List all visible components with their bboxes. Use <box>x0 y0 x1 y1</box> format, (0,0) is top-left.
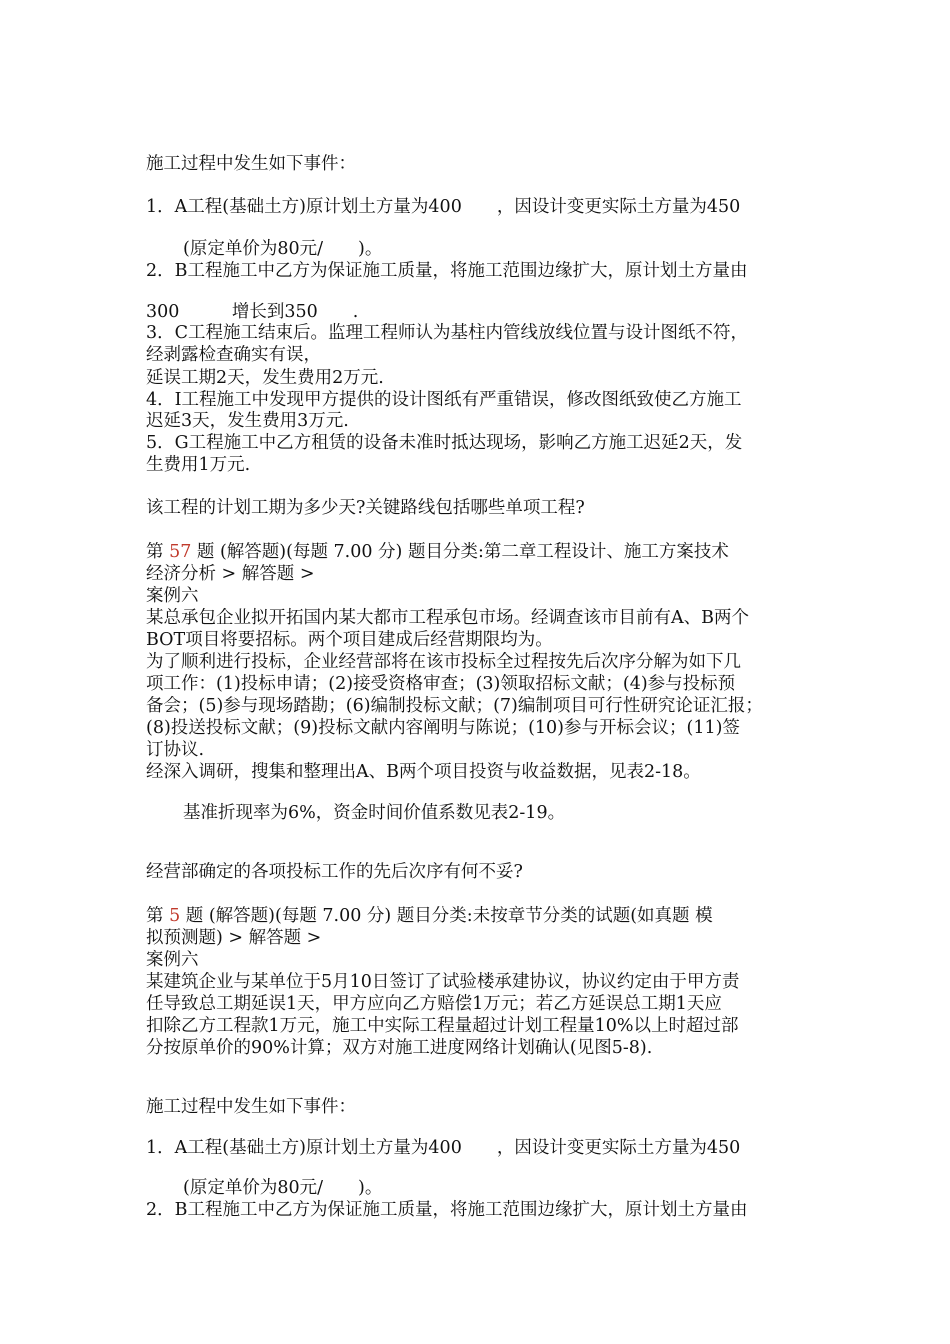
paragraph-1-line-3: 扣除乙方工程款1万元，施工中实际工程量超过计划工程量10%以上时超过部 <box>146 1016 739 1036</box>
paragraph-2-line-5: 订协议. <box>146 740 205 760</box>
event-3-line-3: 延误工期2天，发生费用2万元. <box>146 368 384 388</box>
paragraph-3: 经深入调研，搜集和整理出A、B两个项目投资与收益数据，见表2-18。 <box>146 762 701 782</box>
question-number: 5 <box>169 906 181 926</box>
paragraph-1-line-1: 某总承包企业拟开拓国内某大都市工程承包市场。经调查该市目前有A、B两个 <box>146 608 749 628</box>
question-text: 经营部确定的各项投标工作的先后次序有何不妥? <box>146 862 523 882</box>
question-57-header-line-2: 经济分析 > 解答题 > <box>146 564 315 584</box>
event-1-line-2: (原定单价为80元/ )。 <box>183 1178 383 1198</box>
event-3-line-1: 3．C工程施工结束后。监理工程师认为基柱内管线放线位置与设计图纸不符， <box>146 323 749 343</box>
event-1-line-1: 1．A工程(基础土方)原计划土方量为400 ，因设计变更实际土方量为450 <box>146 197 741 217</box>
event-5-line-1: 5．G工程施工中乙方租赁的设备未准时抵达现场，影响乙方施工迟延2天，发 <box>146 433 743 453</box>
question-header-rest: 题 (解答题)(每题 7.00 分) 题目分类:第二章工程设计、施工方案技术 <box>191 542 729 562</box>
question-5-header <box>146 905 713 927</box>
event-1-line-2: (原定单价为80元/ )。 <box>183 239 383 259</box>
question-number: 57 <box>169 542 192 562</box>
paragraph-1-line-4: 分按原单价的90%计算；双方对施工进度网络计划确认(见图5-8). <box>146 1038 653 1058</box>
paragraph-2-line-4: (8)投送投标文献；(9)投标文献内容阐明与陈说；(10)参与开标会议；(11)签 <box>146 718 740 738</box>
event-1-line-1: 1．A工程(基础土方)原计划土方量为400 ，因设计变更实际土方量为450 <box>146 1138 741 1158</box>
question-5-header-line-2: 拟预测题) > 解答题 > <box>146 928 322 948</box>
question-text: 该工程的计划工期为多少天?关键路线包括哪些单项工程? <box>146 498 585 518</box>
paragraph-2-line-1: 为了顺利进行投标，企业经营部将在该市投标全过程按先后次序分解为如下几 <box>146 652 741 672</box>
event-2-line-1: 2．B工程施工中乙方为保证施工质量，将施工范围边缘扩大，原计划土方量由 <box>146 261 748 281</box>
paragraph-1-line-1: 某建筑企业与某单位于5月10日签订了试验楼承建协议，协议约定由于甲方责 <box>146 972 740 992</box>
question-prefix: 第 <box>146 906 170 926</box>
event-3-line-2: 经剥露检查确实有误， <box>146 345 321 365</box>
event-4-line-2: 迟延3天，发生费用3万元. <box>146 411 349 431</box>
paragraph-1-line-2: 任导致总工期延误1天，甲方应向乙方赔偿1万元；若乙方延误总工期1天应 <box>146 994 722 1014</box>
case-label: 案例六 <box>146 950 199 970</box>
question-57-header <box>146 541 729 563</box>
question-header-rest: 题 (解答题)(每题 7.00 分) 题目分类:未按章节分类的试题(如真题 模 <box>180 906 713 926</box>
paragraph-2-line-2: 项工作：(1)投标申请；(2)接受资格审查；(3)领取招标文献；(4)参与投标预 <box>146 674 736 694</box>
event-2-line-1: 2．B工程施工中乙方为保证施工质量，将施工范围边缘扩大，原计划土方量由 <box>146 1200 748 1220</box>
event-5-line-2: 生费用1万元. <box>146 455 251 475</box>
events-heading: 施工过程中发生如下事件： <box>146 1097 356 1117</box>
question-prefix: 第 <box>146 542 170 562</box>
event-4-line-1: 4．I工程施工中发现甲方提供的设计图纸有严重错误，修改图纸致使乙方施工 <box>146 390 742 410</box>
events-heading: 施工过程中发生如下事件： <box>146 154 356 174</box>
paragraph-1-line-2: BOT项目将要招标。两个项目建成后经营期限均为。 <box>146 630 553 650</box>
case-label: 案例六 <box>146 586 199 606</box>
paragraph-2-line-3: 备会；(5)参与现场踏勘；(6)编制投标文献；(7)编制项目可行性研究论证汇报； <box>146 696 763 716</box>
event-2-line-2: 300 增长到350 . <box>146 302 359 322</box>
paragraph-4: 基准折现率为6%，资金时间价值系数见表2-19。 <box>183 803 566 823</box>
